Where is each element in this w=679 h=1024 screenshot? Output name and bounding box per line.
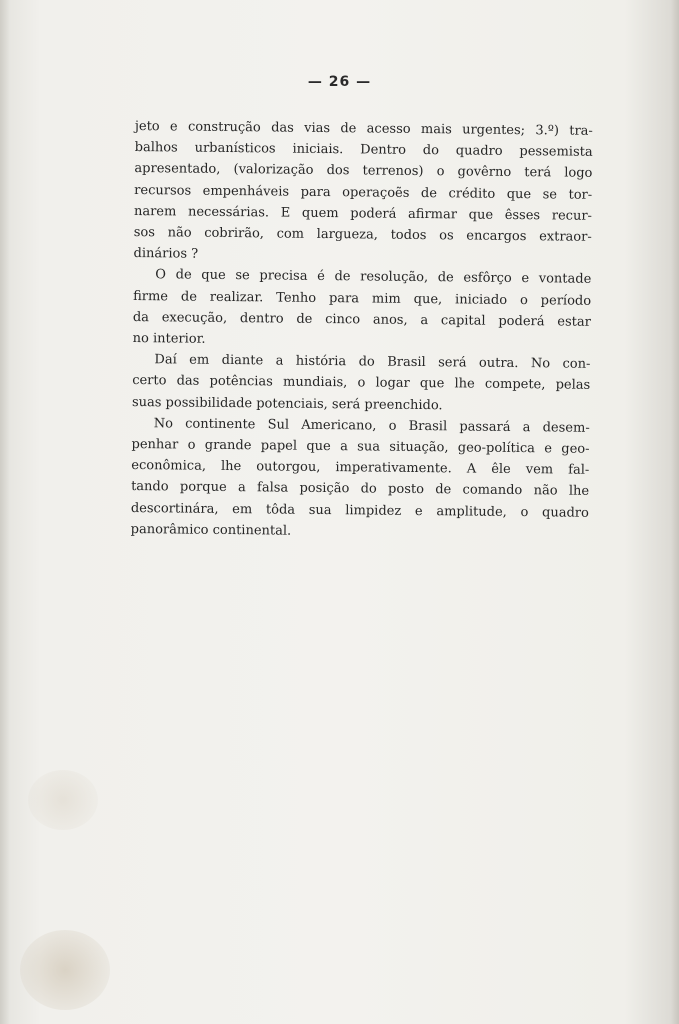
text-line: dinários ? <box>133 246 199 262</box>
text-line: tando porque a falsa posição do posto de comando não lhe <box>131 479 590 500</box>
page-number: — 26 — <box>307 74 372 90</box>
text-line: balhos urbanísticos iniciais. Dentro do quadro pessemista <box>134 140 593 160</box>
text-line: no interior. <box>132 331 206 347</box>
text-line: Daí em diante a história do Brasil será outra. No con- <box>154 352 591 373</box>
text-line: narem necessárias. E quem poderá afirmar que êsses recur- <box>133 203 593 224</box>
paragraph-4 <box>131 413 590 545</box>
text-line: recursos empenháveis para operaçoẽs de crédito que se tor- <box>134 182 593 203</box>
text-line: apresentado, (valorização dos terrenos) o govêrno terá logo <box>134 161 593 182</box>
paragraph-3 <box>132 349 591 417</box>
text-line: suas possibilidade potenciais, será preenchido. <box>131 394 443 413</box>
paragraph-2 <box>133 264 592 354</box>
text-line: descortinára, em tôda sua limpidez e amplitude, o quadro <box>130 500 589 521</box>
text-line: certo das potências mundiais, o logar que lhe compete, pelas <box>132 373 591 394</box>
text-line: econômica, lhe outorgou, imperativamente. A êle vem fal- <box>131 458 590 479</box>
page-edge <box>671 0 679 1024</box>
text-line: panorâmico continental. <box>130 521 292 539</box>
paragraph-1 <box>133 116 593 269</box>
text-line: da execução, dentro de cinco anos, a capital poderá estar <box>132 309 591 330</box>
text-line: No continente Sul Americano, o Brasil passará a desem- <box>153 416 590 436</box>
paper-stain <box>28 770 98 830</box>
text-line: O de que se precisa é de resolução, de esfôrço e vontade <box>155 267 592 288</box>
binding-shadow <box>0 0 10 1024</box>
text-line: sos não cobrirão, com largueza, todos os encargos extraor- <box>133 225 592 245</box>
text-line: jeto e construção das vias de acesso mais urgentes; 3.º) tra- <box>134 118 593 139</box>
text-line: firme de realizar. Tenho para mim que, iniciado o período <box>133 288 592 309</box>
body-text <box>131 116 593 545</box>
paper-stain <box>20 930 110 1010</box>
text-line: penhar o grande papel que a sua situação, geo-política e geo- <box>131 437 590 457</box>
